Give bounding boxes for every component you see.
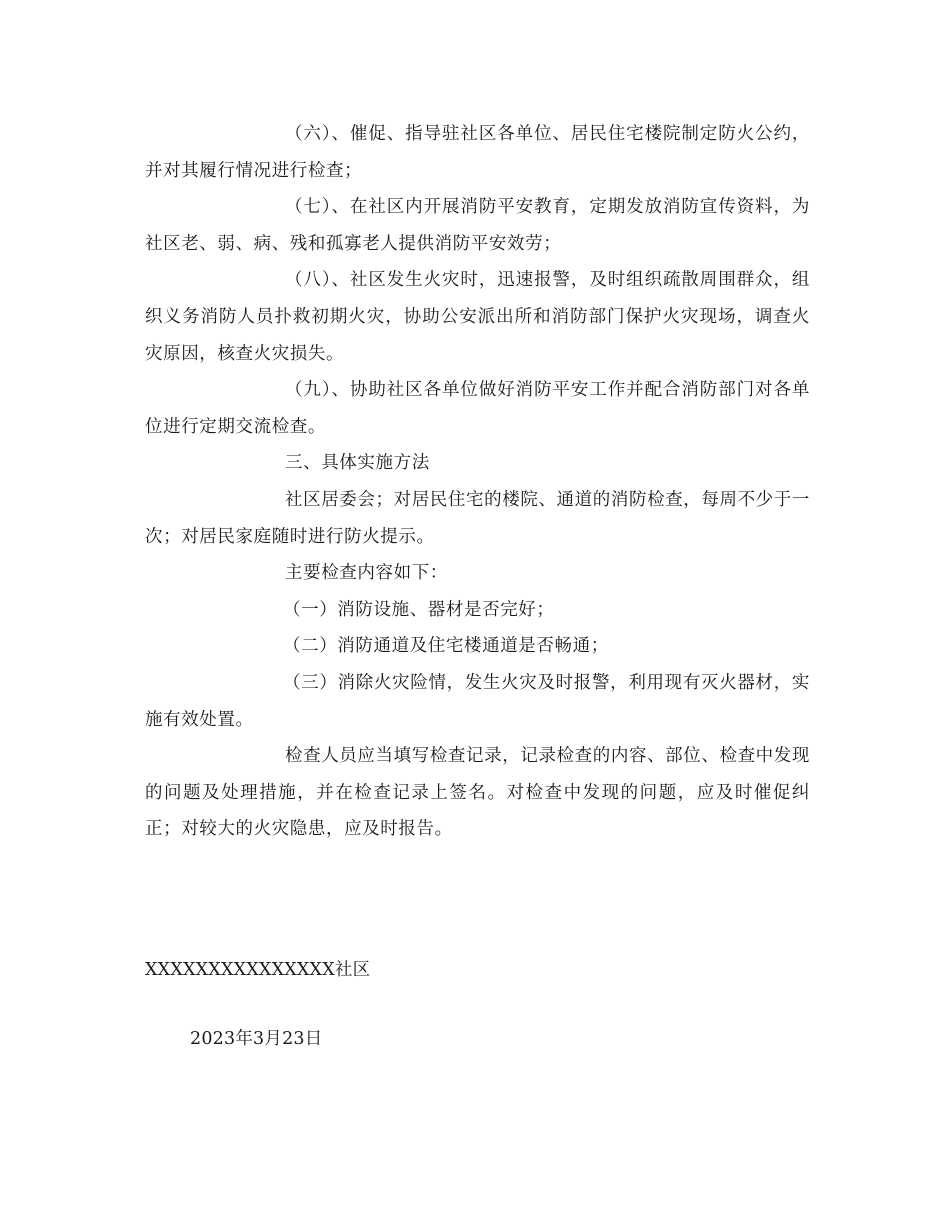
paragraph-inspection-contents-intro: 主要检查内容如下： xyxy=(285,563,448,584)
paragraph-item-7: （七）、在社区内开展消防平安教育，定期发放消防宣传资料，为社区老、弱、病、残和孤寡老人提供消防平安效劳； xyxy=(145,197,810,254)
list-item-check-2: （二）消防通道及住宅楼通道是否畅通； xyxy=(283,636,609,657)
paragraph-inspection-records: 检查人员应当填写检查记录，记录检查的内容、部位、检查中发现的问题及处理措施，并在检查记录上签名。对检查中发现的问题，应及时催促纠正；对较大的火灾隐患，应及时报告。 xyxy=(145,746,810,840)
section-heading-implementation: 三、具体实施方法 xyxy=(285,453,430,474)
paragraph-item-6: （六）、催促、指导驻社区各单位、居民住宅楼院制定防火公约，并对其履行情况进行检查； xyxy=(145,124,810,181)
paragraph-item-9: （九）、协助社区各单位做好消防平安工作并配合消防部门对各单位进行定期交流检查。 xyxy=(145,380,810,437)
list-item-check-1: （一）消防设施、器材是否完好； xyxy=(283,599,555,620)
paragraph-item-8: （八）、社区发生火灾时，迅速报警，及时组织疏散周围群众，组织义务消防人员扑救初期火灾，协助公安派出所和消防部门保护火灾现场，调查火灾原因，核查火灾损失。 xyxy=(145,270,810,364)
signature-organization: XXXXXXXXXXXXXXX社区 xyxy=(145,960,371,980)
signature-date: 2023年3月23日 xyxy=(190,1029,323,1049)
paragraph-committee-inspection: 社区居委会；对居民住宅的楼院、通道的消防检查，每周不少于一次；对居民家庭随时进行防火提示。 xyxy=(145,489,810,547)
list-item-check-3: （三）消除火灾险情，发生火灾及时报警，利用现有灭火器材，实施有效处置。 xyxy=(145,672,810,730)
document-body xyxy=(145,116,810,848)
